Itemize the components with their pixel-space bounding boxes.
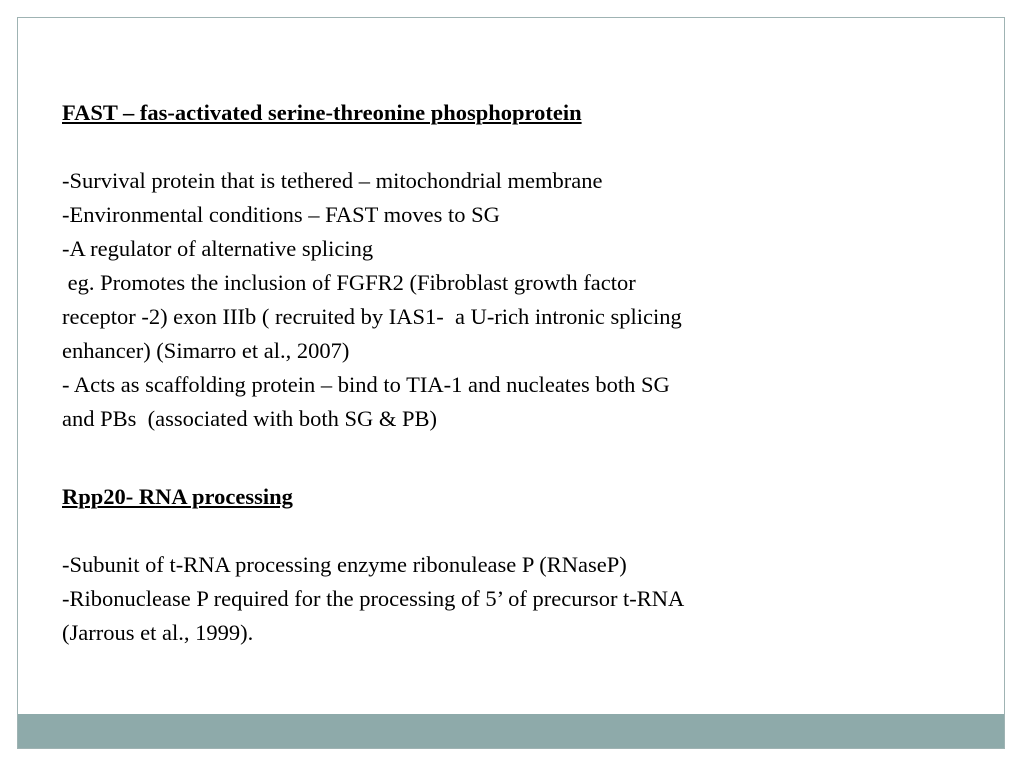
footer-bar xyxy=(18,714,1004,748)
text-line: - Acts as scaffolding protein – bind to TIA-1 and nucleates both SG xyxy=(62,372,670,397)
text-line: (Jarrous et al., 1999). xyxy=(62,620,254,645)
section-heading-rpp20: Rpp20- RNA processing xyxy=(62,484,293,509)
spacer xyxy=(62,130,922,164)
spacer xyxy=(62,514,922,548)
text-line: -Survival protein that is tethered – mitochondrial membrane xyxy=(62,168,603,193)
text-line: -A regulator of alternative splicing xyxy=(62,236,374,261)
text-line: enhancer) (Simarro et al., 2007) xyxy=(62,338,350,363)
spacer xyxy=(62,436,922,480)
text-line: -Subunit of t-RNA processing enzyme ribonulease P (RNaseP) xyxy=(62,552,627,577)
slide-content xyxy=(62,96,922,650)
text-line: eg. Promotes the inclusion of FGFR2 (Fibroblast growth factor xyxy=(62,270,636,295)
text-line: and PBs (associated with both SG & PB) xyxy=(62,406,437,431)
text-line: -Ribonuclease P required for the processing of 5’ of precursor t-RNA xyxy=(62,586,685,611)
slide xyxy=(17,17,1005,749)
text-line: receptor -2) exon IIIb ( recruited by IAS1- a U-rich intronic splicing xyxy=(62,304,682,329)
section-heading-fast: FAST – fas-activated serine-threonine phosphoprotein xyxy=(62,100,582,125)
text-line: -Environmental conditions – FAST moves to SG xyxy=(62,202,500,227)
